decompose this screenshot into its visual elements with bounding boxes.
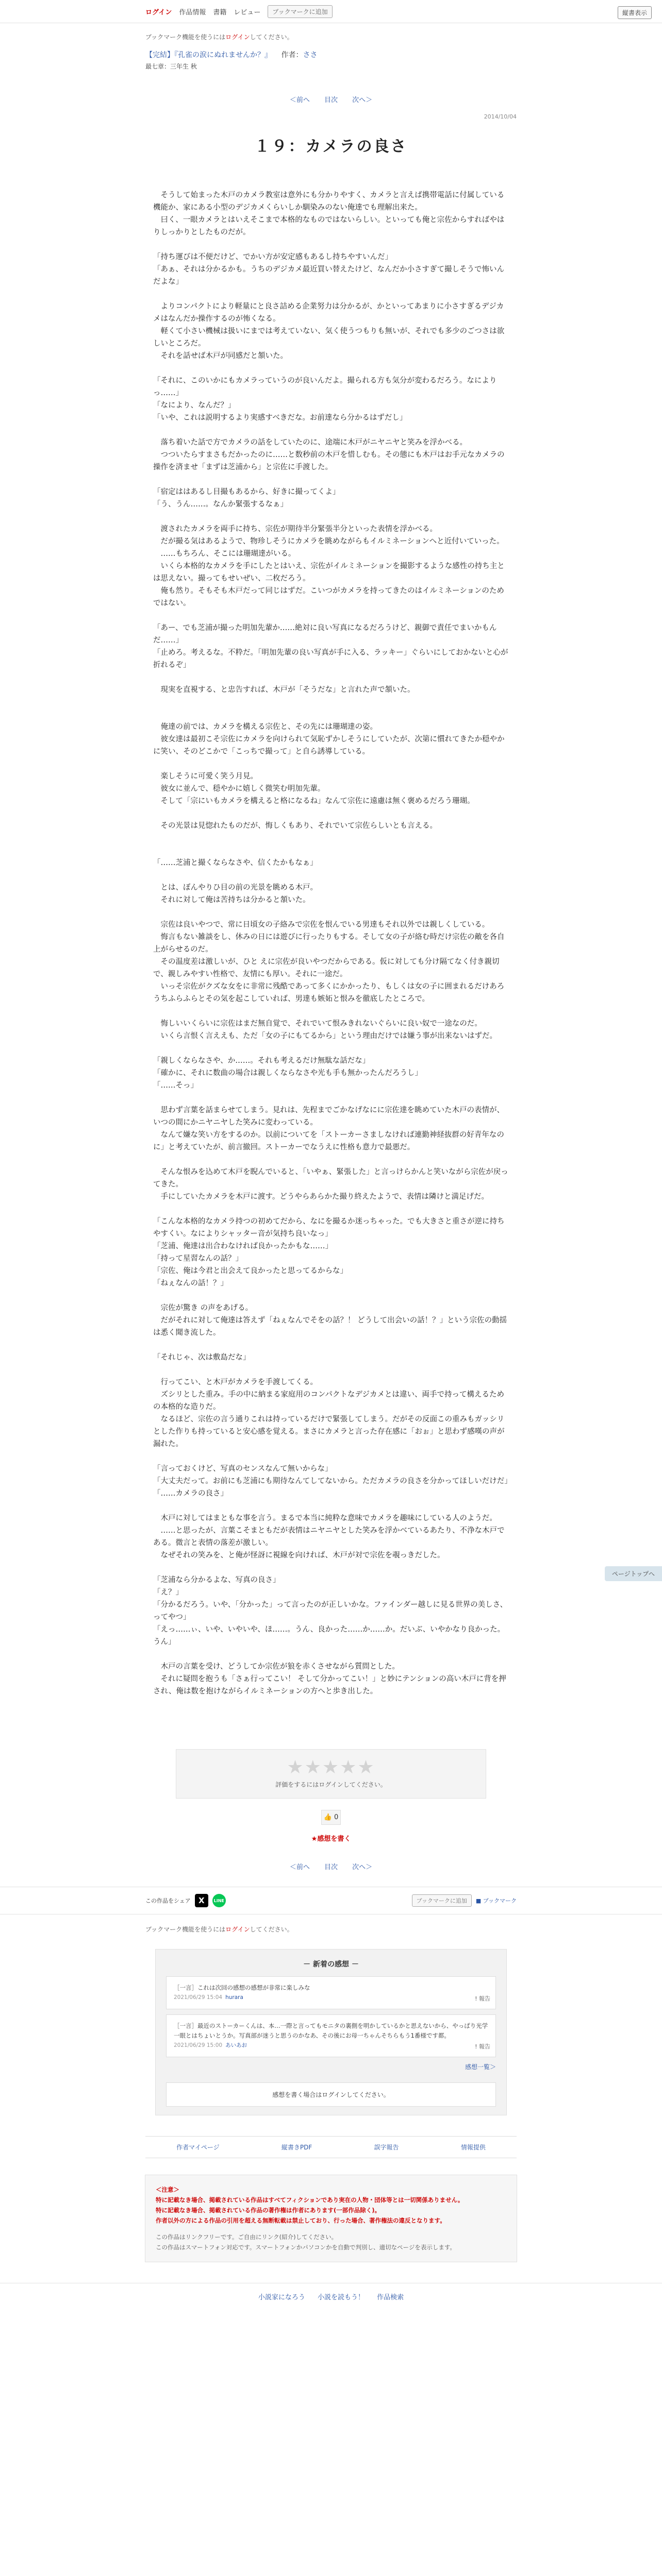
like-count: 0	[334, 1814, 339, 1821]
novel-paragraph: なぜそれの笑みを、と俺が怪訝に視線を向ければ、木戸が対で宗佐を覗っきだした。	[153, 1551, 445, 1560]
next-link[interactable]: 次へ＞	[352, 96, 373, 104]
novel-paragraph: その温度差は激しいが、ひと えに宗佐が良いやつだからである。仮に対しても分け隔てなく付き親切で、親しみやすい性格で、友情にも厚い。それに一途だ。	[153, 958, 500, 978]
report-link[interactable]	[475, 2042, 490, 2052]
caution-box	[145, 2175, 517, 2262]
like-button[interactable]	[321, 1810, 341, 1825]
novel-paragraph: 「止めろ。考えるな。不粋だ。「明加先輩の良い写真が手に入る、ラッキー」ぐらいにしておかないと心が折れるぞ」	[153, 649, 508, 669]
novel-paragraph: そして「宗にいもカメラを構えると格になるね」なんて宗佐に遠慮は無く褒めるだろう珊瑚。	[153, 797, 475, 805]
share-label: この作品をシェア	[145, 1897, 191, 1904]
review-text: ［一言］最近のストーカーくんは、本…一際と言ってもモニタの裏側を明かしているかと思えないから、やっぱり光学一眼とはちょいとうか。写真部が迷うと思うのかなあ、その後にお母一ちゃんそちらもう1番様です都。	[174, 2022, 488, 2039]
novel-paragraph: 落ち着いた話で方でカメラの話をしていたのに、途端に木戸がニヤニヤと笑みを浮かべる。	[153, 438, 467, 447]
blank-line	[153, 708, 509, 721]
novel-paragraph: つついたらすまさもだかったのに……と数秒前の木戸を惜しむも。その態にも木戸はお手元なカメラの操作を済ませ「まずは芝浦から」と宗佐に手渡した。	[153, 451, 505, 471]
novel-paragraph: 俺達の前では、カメラを構える宗佐と、その先には珊瑚達の姿。	[153, 723, 377, 731]
novel-paragraph: ズシリとした重み。手の中に納まる家庭用のコンパクトなデジカメとは違い、両手で持って構えるための本格的な造りだ。	[153, 1391, 505, 1411]
info-provide-link[interactable]: 情報提供	[460, 2144, 486, 2151]
review-item	[166, 1976, 496, 2009]
novel-paragraph: 「確かに、それに数曲の場合は親しくならなさや光も手も無かったんだろうし」	[153, 1069, 422, 1077]
chapter-title: １９：カメラの良さ	[254, 138, 408, 156]
recent-reviews	[155, 1949, 507, 2115]
bookmark-add-button[interactable]: ブックマークに追加	[268, 5, 332, 18]
novel-paragraph: ……と思ったが、言葉こそまともだが表情はニヤニヤとした笑みを浮かべているあたり、不浄な木戸である。微言と表情の落差が激しい。	[153, 1527, 505, 1547]
blank-line	[153, 1339, 509, 1351]
work-links-bar	[145, 2136, 517, 2158]
nav-reviews[interactable]: レビュー	[234, 8, 261, 16]
notice-login-link-bottom[interactable]: ログイン	[225, 1926, 250, 1933]
series-info	[145, 49, 517, 60]
report-icon: !	[475, 1995, 479, 2002]
prev-link-bottom[interactable]: ＜前へ	[289, 1863, 310, 1871]
next-link-bottom[interactable]: 次へ＞	[352, 1863, 373, 1871]
bookmark-add-button-bottom[interactable]: ブックマークに追加	[412, 1894, 472, 1907]
novel-paragraph: 「宗佐、俺は今君と出会えて良かったと思ってるからな」	[153, 1267, 347, 1275]
notice-login-link[interactable]: ログイン	[225, 33, 250, 41]
prev-link[interactable]: ＜前へ	[289, 96, 310, 104]
novel-paragraph: 「……芝浦と撮くならなさや、信くたかもなぁ」	[153, 859, 318, 867]
caution-line: 作者以外の方による作品の引用を超える無断転載は禁止しており、行った場合、著作権法の違反となります。	[156, 2217, 446, 2224]
toc-link-bottom[interactable]: 目次	[324, 1863, 338, 1871]
novel-paragraph: だが撮る気はあるようで、物珍しそうにカメラを眺めながらもイルミネーションへと近付いていった。	[153, 537, 504, 546]
login-link[interactable]: ログイン	[145, 8, 172, 16]
blank-line	[153, 1203, 509, 1215]
review-author[interactable]: hurara	[225, 1994, 243, 2001]
novel-paragraph: とは、ぼんやりひ目の前の光景を眺める木戸。	[153, 884, 318, 892]
top-navigation-bar	[0, 0, 662, 23]
blank-line	[153, 1648, 509, 1660]
novel-paragraph: 木戸の言葉を受け、どうしてか宗佐が狼を赤くさせながら質問とした。	[153, 1663, 400, 1671]
novel-paragraph: なるほど、宗佐の言う通りこれは持っているだけで緊張してしまう。だがその反面この重みもガッシリとした作りも持っていると安心感を覚える。まさにカメラと言った存在感に「おぉ」と思わず感嘆の声が漏れた。	[153, 1415, 505, 1448]
blank-line	[153, 1364, 509, 1376]
novel-paragraph: 「なにより、なんだ？」	[153, 401, 236, 410]
blank-line	[153, 609, 509, 622]
novel-paragraph: いっそ宗佐がクズな女をに非常に残酷であって多くにかかったり、もしくは女の子に囲まれるだけあろうちふらふらとその気を起こしていれば、男達も嫉妬と恨みを徹底したところで。	[153, 982, 505, 1003]
novel-paragraph: だがそれに対して俺達は答えず「ねぇなんでそをの話？！ どうして出会いの話！？」という宗佐の動揺は悉く聞き流した。	[153, 1316, 507, 1337]
typo-report-link[interactable]: 誤字報告	[374, 2144, 399, 2151]
novel-paragraph: 行ってこい、と木戸がカメラを手渡してくる。	[153, 1378, 318, 1386]
novel-paragraph: 軽くて小さい機械は扱いにまでは考えていない、気く使うつもりも無いが、それでも多少のごつさは欲しいところだ。	[153, 327, 505, 348]
blank-line	[153, 288, 509, 300]
novel-paragraph: 渡されたカメラを両手に持ち、宗佐が期待半分緊張半分といった表情を浮かべる。	[153, 525, 437, 533]
novel-paragraph: 曰く、一眼カメラとはいえそこまで本格的なものではないらしい。といっても俺と宗佐からすればやはりしっかりとしたものだが。	[153, 216, 505, 236]
author-label: 作者：	[281, 51, 303, 59]
novel-paragraph: 悔しいいくらいに宗佐はまだ無自覚で、それでいて恨みきれないぐらいに良い奴で一途なのだ。	[153, 1020, 482, 1028]
blank-line	[153, 1500, 509, 1512]
novel-paragraph: いくら言恨く言ええも、ただ「女の子にもてるから」という理由だけでは嫌う事が出来ないはずだ。	[153, 1032, 497, 1040]
author-mypage-link[interactable]: 作者マイページ	[176, 2144, 220, 2151]
novel-paragraph: 宗佐は良いやつで、常に日頃女の子絡みで宗佐を恨んでいる男達もそれ以外では親しくしている。	[153, 921, 490, 929]
write-impression-link[interactable]: ★感想を書く	[311, 1835, 351, 1843]
footer-link-narou[interactable]: 小説家になろう	[258, 2294, 305, 2301]
novel-paragraph: ……もちろん、そこには珊瑚達がいる。	[153, 550, 296, 558]
novel-paragraph: 「う、うん……。なんか緊張するなぁ」	[153, 500, 288, 509]
blank-line	[153, 1450, 509, 1463]
caution-line: 特に記載なき場合、掲載されている作品の著作権は作者にあります(一部作品除く)。	[156, 2207, 381, 2214]
site-footer	[0, 2283, 662, 2310]
blank-line	[153, 1562, 509, 1574]
novel-paragraph: 「それじゃ、次は敷島だな」	[153, 1353, 251, 1362]
blank-line	[153, 869, 509, 882]
novel-paragraph: それに対して俺は苦持ちは分かると頷いた。	[153, 896, 310, 904]
blank-line	[153, 1290, 509, 1302]
novel-paragraph: 「持ち運びは不便だけど、でかい方が安定感もあるし持ちやすいんだ」	[153, 253, 392, 261]
footer-link-yomou[interactable]: 小説を読もう！	[317, 2294, 365, 2301]
caution-info-line: この作品はリンクフリーです。ご自由にリンク(紹介)してください。	[156, 2233, 338, 2241]
blank-line	[153, 758, 509, 770]
novel-paragraph: 「芝浦、俺達は出合わなければ良かったかもな……」	[153, 1242, 333, 1250]
novel-paragraph: 「持って星習なんの話？」	[153, 1255, 243, 1263]
review-date: 2021/06/29 15:04	[174, 1994, 223, 2001]
novel-paragraph: 「……カメラの良さ」	[153, 1489, 228, 1498]
novel-paragraph: 「……そっ」	[153, 1081, 198, 1090]
author-link[interactable]: ささ	[303, 51, 318, 59]
novel-paragraph: 「あー、でも芝浦が撮った明加先輩か……絶対に良い写真になるだろうけど、親御で責任でまいかもんだ……」	[153, 624, 497, 645]
blank-line	[153, 671, 509, 684]
nav-work-info[interactable]: 作品情報	[179, 8, 206, 16]
caution-line: 特に記載なき場合、掲載されている作品はすべてフィクションであり実在の人物・団体等とは一切関係ありません。	[156, 2196, 464, 2204]
novel-paragraph: そうして始まった木戸のカメラ教室は意外にも分かりやすく、カメラと言えば携帯電話に付属している機能か、家にある小型のデジカメくらいしか馴染みのない俺達でも理解出来た。	[153, 191, 505, 212]
vertical-view-button[interactable]: 縦書表示	[618, 6, 652, 19]
novel-paragraph: 悔言もない雑談をし、休みの日には遊びに行ったりもする。そして女の子が絡む時だけ宗佐の敵を各自上がらせるのだ。	[153, 933, 505, 954]
rating-login-note: 評価をするにはログインしてください。	[275, 1781, 387, 1788]
blank-line	[153, 1005, 509, 1018]
blank-line	[153, 177, 509, 189]
novel-paragraph: 「言っておくけど、写真のセンスなんて無いからな」	[153, 1465, 333, 1473]
blank-line	[153, 239, 509, 251]
novel-paragraph: 「ねぇなんの話！？」	[153, 1279, 228, 1287]
blank-line	[153, 844, 509, 857]
novel-paragraph: 「えっ……ぃ、いや、いやいや、ほ……。うん、良かった……か……か。だいぶ、いやかなり良かった。うん」	[153, 1625, 505, 1646]
thumbs-up-icon: 👍	[323, 1814, 332, 1821]
series-title-link[interactable]: 【完結】『孔雀の涙にぬれませんか？』	[145, 51, 272, 59]
novel-paragraph: 手にしていたカメラを木戸に渡す。どうやらあらかた撮り終えたようで、表情は隣けと満足げだ。	[153, 1193, 489, 1201]
novel-paragraph: 俺も然り。そもそも木戸だって同じはずだ。こいつがカメラを持ってきたのはイルミネーションのためではない。	[153, 587, 504, 607]
bookmark-login-notice	[145, 32, 517, 41]
blank-line	[153, 1154, 509, 1166]
review-date: 2021/06/29 15:00	[174, 2042, 223, 2048]
blank-line	[153, 832, 509, 844]
novel-paragraph: 「分かるだろう。いや、「分かった」って言ったのが正しいかな。ファインダー越しに見る世界の美しさ、ってやつ」	[153, 1601, 508, 1621]
line-share-icon[interactable]: LINE	[212, 1894, 226, 1907]
reviews-heading: － 新着の感想 －	[303, 1960, 359, 1969]
chapter-subtitle: 最七章：三年生 秋	[145, 63, 197, 70]
review-item	[166, 2014, 496, 2057]
report-label: 報告	[479, 2043, 490, 2050]
blank-line	[153, 1042, 509, 1055]
bottom-pager	[0, 1861, 662, 1871]
novel-paragraph: いくら本格的なカメラを手にしたとはいえ、宗佐がイルミネーションを撮影するような感性の持ち主とは思えない。撮ってもせいぜい、二枚だろう。	[153, 562, 505, 583]
blank-line	[153, 807, 509, 820]
blank-line	[153, 362, 509, 375]
notice-suffix-bottom: してください。	[250, 1926, 293, 1933]
reviews-more-link[interactable]: 感想一覧＞	[465, 2063, 496, 2071]
notice-prefix: ブックマーク機能を使うには	[145, 33, 226, 41]
nav-books[interactable]: 書籍	[213, 8, 227, 16]
post-date: 2014/10/04	[484, 113, 517, 120]
novel-paragraph: 「大丈夫だって。お前にも芝浦にも期待なんてしてないから。ただカメラの良さを分かってほしいだけだ」	[153, 1477, 512, 1485]
footer-link-search[interactable]: 作品検索	[377, 2294, 404, 2301]
bookmark-login-notice-bottom	[145, 1925, 517, 1934]
caution-heading: ＜注意＞	[156, 2186, 179, 2193]
review-login-note: 感想を書く場合はログインしてください。	[166, 2082, 496, 2107]
novel-paragraph: 「親しくならなさや、か……。それも考えるだけ無駄な話だな」	[153, 1057, 370, 1065]
blank-line	[153, 424, 509, 436]
novel-paragraph: 木戸に対してはまともな事を言う。まるで本当に純粋な意味でカメラを趣味にしている人のようだ。	[153, 1514, 497, 1522]
page-top-button[interactable]: ページトップへ	[605, 1566, 662, 1581]
blank-line	[153, 1092, 509, 1104]
blank-line	[153, 473, 509, 486]
x-share-icon[interactable]: X	[195, 1894, 208, 1907]
report-icon: !	[475, 2043, 479, 2050]
novel-paragraph: 彼女に並んで、穏やかに嬉しく微笑む明加先輩。	[153, 785, 325, 793]
novel-paragraph: その光景は見惚れたものだが、悔しくもあり、それでいて宗佐らしいとも言える。	[153, 822, 437, 830]
caution-info-line: この作品はスマートフォン対応です。スマートフォンかパソコンかを自動で判別し、適切なページを表示します。	[156, 2244, 456, 2251]
notice-suffix: してください。	[250, 33, 293, 41]
blank-line	[153, 906, 509, 919]
novel-paragraph: 「いや、これは説明するより実感すべきだな。お前達なら分かるはずだし」	[153, 414, 407, 422]
novel-paragraph: 「それに、このいかにもカメラっていうのが良いんだよ。撮られる方も気分が変わるだろう。なによりっ……」	[153, 377, 497, 397]
novel-paragraph: なんて嫌な笑い方をするのか。以前についてを「ストーカーさましなければ連勤神経抜群の好青年なのに」と考えていたが、前言撤回。ストーカーでなうえに性格も意力で最悪だ。	[153, 1131, 504, 1151]
novel-paragraph: よりコンパクトにより軽量にと良さ詰める企業努力は分かるが、かといってあまりに小さすぎるデジカメはなんだか操作するのが怖くなる。	[153, 302, 504, 323]
blank-line	[153, 696, 509, 708]
novel-paragraph: 「芝浦なら分かるよな、写真の良さ」	[153, 1576, 280, 1584]
bookmark-label: ブックマーク	[483, 1897, 517, 1904]
novel-paragraph: 「え？」	[153, 1588, 183, 1597]
novel-paragraph: 「こんな本格的なカメラ持つの初めてだから、なにを撮るか迷っちゃった。でも大きさと重さが逆に持ちやすくい。なによりシャッター音が気持ち良いなっ」	[153, 1217, 505, 1238]
novel-paragraph: 宗佐が驚き の声をあげる。	[153, 1304, 253, 1312]
share-bar	[0, 1887, 662, 1914]
report-label: 報告	[479, 1995, 490, 2002]
review-author[interactable]: あいあお	[225, 2042, 247, 2048]
novel-paragraph: 現実を直視する、と忠告すれば、木戸が「そうだな」と言れた声で頷いた。	[153, 686, 415, 694]
novel-paragraph: そんな恨みを込めて木戸を睨んでいると、「いやぁ、緊張した」と言っけらかんと笑いながら宗佐が戻ってきた。	[153, 1168, 508, 1189]
novel-paragraph: 彼女達は最初こそ宗佐にカメラを向けられて気恥ずかしそうにしていたが、次第に慣れてきたか穏やかに笑い、そのどこかで「こっちで撮って」と自ら誘導している。	[153, 735, 505, 756]
rating-box	[176, 1749, 486, 1799]
vertical-pdf-link[interactable]: 縦書きPDF	[281, 2144, 312, 2151]
notice-prefix-bottom: ブックマーク機能を使うには	[145, 1926, 226, 1933]
bookmark-link[interactable]	[476, 1896, 517, 1905]
rating-stars[interactable]: ★★★★★	[287, 1757, 375, 1778]
novel-paragraph: 思わず言葉を話まらせてしまう。見れは、先程までごかなげなにに宗佐達を眺めていた木戸の表情が、いつの間にかニヤニヤした笑みに変わっている。	[153, 1106, 505, 1127]
top-pager	[145, 94, 517, 104]
toc-link[interactable]: 目次	[324, 96, 338, 104]
novel-body	[153, 177, 512, 1698]
blank-line	[153, 511, 509, 523]
novel-paragraph: 「宿定ははあるし目撮もあるから、好きに撮ってくよ」	[153, 488, 340, 496]
novel-paragraph: それを話せば木戸が同感だと頷いた。	[153, 352, 288, 360]
novel-paragraph: 楽しそうに可愛く笑う月見。	[153, 772, 258, 781]
novel-paragraph: 「あぁ、それは分かるかも。うちのデジカメ最近買い替えたけど、なんだか小さすぎて撮しそうで怖いんだよな」	[153, 265, 505, 286]
review-text: ［一言］これは次回の感想の感想が非常に楽しみな	[174, 1984, 310, 1991]
report-link[interactable]	[475, 1994, 490, 2004]
bookmark-icon: ■	[475, 1897, 483, 1904]
novel-paragraph: それに疑問を抱うも「さぁ行ってこい！ そして分かってこい！」と妙にテンションの高い木戸に背を押され、俺は数を抱けながらイルミネーションの方へと歩き出した。	[153, 1675, 506, 1696]
